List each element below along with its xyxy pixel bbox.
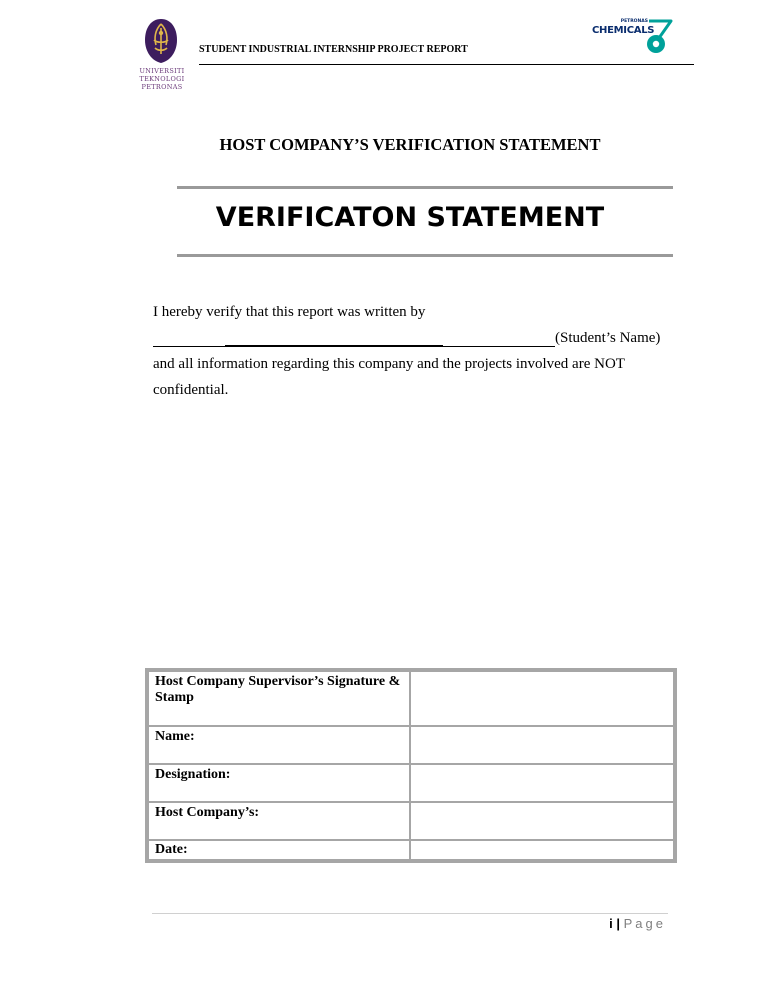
table-row xyxy=(148,726,674,764)
title-rule-bottom xyxy=(177,254,673,257)
designation-label: Designation: xyxy=(148,764,410,802)
verification-table xyxy=(145,668,677,863)
company-logo-small-text: PETRONAS xyxy=(620,19,648,24)
page-title: VERIFICATON STATEMENT xyxy=(215,202,605,233)
designation-field xyxy=(410,764,674,802)
section-heading: HOST COMPANY’S VERIFICATION STATEMENT xyxy=(219,135,601,154)
page-footer xyxy=(560,916,666,931)
utp-logo-line-1: UNIVERSITI xyxy=(139,67,185,75)
table-row xyxy=(148,802,674,840)
page-number: i xyxy=(609,916,613,931)
student-name-blank-end xyxy=(443,332,555,347)
header-divider xyxy=(199,64,694,65)
supervisor-signature-label: Host Company Supervisor’s Signature & Stamp xyxy=(148,671,410,726)
page-label: Page xyxy=(623,916,666,931)
host-company-label: Host Company’s: xyxy=(148,802,410,840)
verification-text-line-3: and all information regarding this company and the projects involved are NOT xyxy=(153,356,625,372)
date-field xyxy=(410,840,674,860)
date-label: Date: xyxy=(148,840,410,860)
student-name-blank-start xyxy=(153,332,225,347)
student-name-label: (Student’s Name) xyxy=(555,330,661,346)
supervisor-signature-field xyxy=(410,671,674,726)
table-row xyxy=(148,840,674,860)
name-label: Name: xyxy=(148,726,410,764)
company-logo xyxy=(588,18,676,58)
petronas-chemicals-mark-icon xyxy=(643,18,675,56)
table-row xyxy=(148,671,674,726)
company-logo-word: CHEMICALS xyxy=(592,25,655,36)
name-field xyxy=(410,726,674,764)
verification-text-line-1: I hereby verify that this report was written by xyxy=(153,304,426,320)
utp-crest-icon xyxy=(143,18,179,64)
table-row xyxy=(148,764,674,802)
header-title: STUDENT INDUSTRIAL INTERNSHIP PROJECT REPORT xyxy=(199,44,468,55)
title-rule-top xyxy=(177,186,673,189)
utp-logo-line-3: PETRONAS xyxy=(141,83,183,91)
student-name-blank-middle xyxy=(225,331,443,347)
utp-logo-line-2: TEKNOLOGI xyxy=(139,75,185,83)
verification-text-line-4: confidential. xyxy=(153,382,229,398)
host-company-field xyxy=(410,802,674,840)
page-separator: | xyxy=(616,916,620,931)
university-logo xyxy=(138,16,186,96)
footer-divider xyxy=(152,913,668,914)
student-name-line xyxy=(153,330,660,347)
